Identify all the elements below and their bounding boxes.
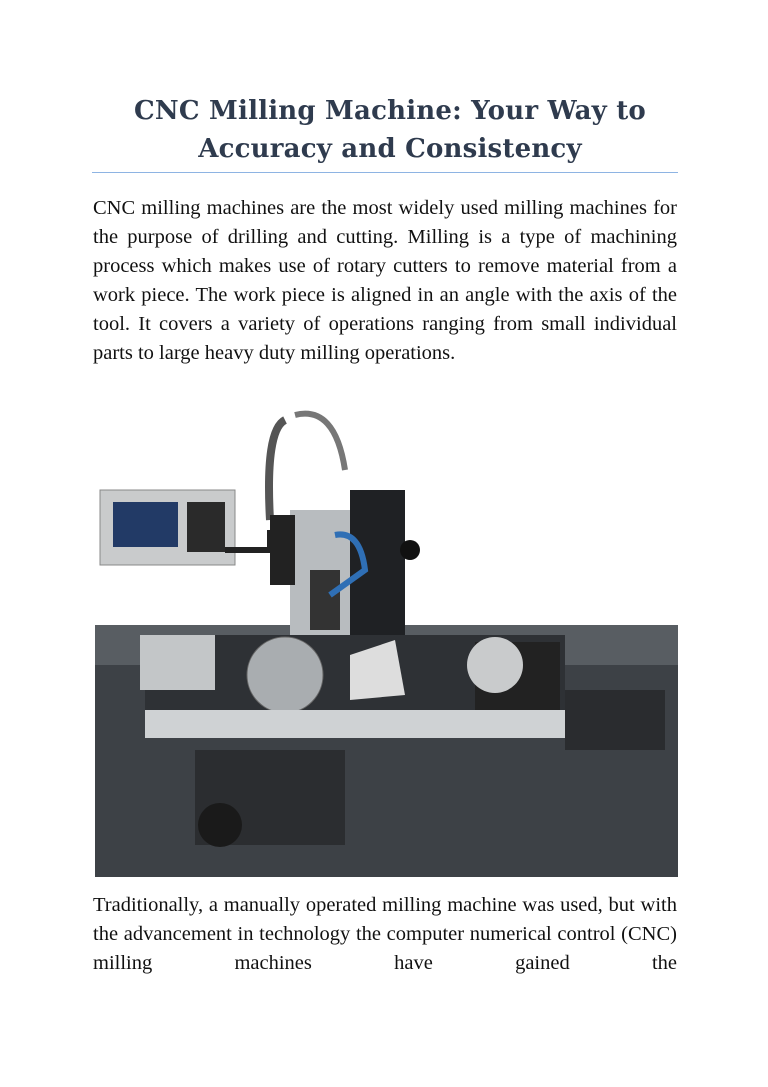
page-title: CNC Milling Machine: Your Way to Accuracy and Consistency (134, 96, 646, 164)
cnc-machine-photo (95, 410, 678, 877)
paragraph-intro: CNC milling machines are the most widely used milling machines for the purpose of drilling and cutting. Milling is a type of machining process which makes use of rotary cutters to remove material from a work piece. The work piece is aligned in an angle with the axis of the tool. It covers a variety of operations ranging from small individual parts to large heavy duty milling operations. (93, 197, 677, 364)
title-divider (92, 172, 678, 173)
paragraph-traditional: Traditionally, a manually operated milling machine was used, but with the advancement in technology the computer numerical control (CNC) milling machines have gained the (93, 894, 677, 974)
